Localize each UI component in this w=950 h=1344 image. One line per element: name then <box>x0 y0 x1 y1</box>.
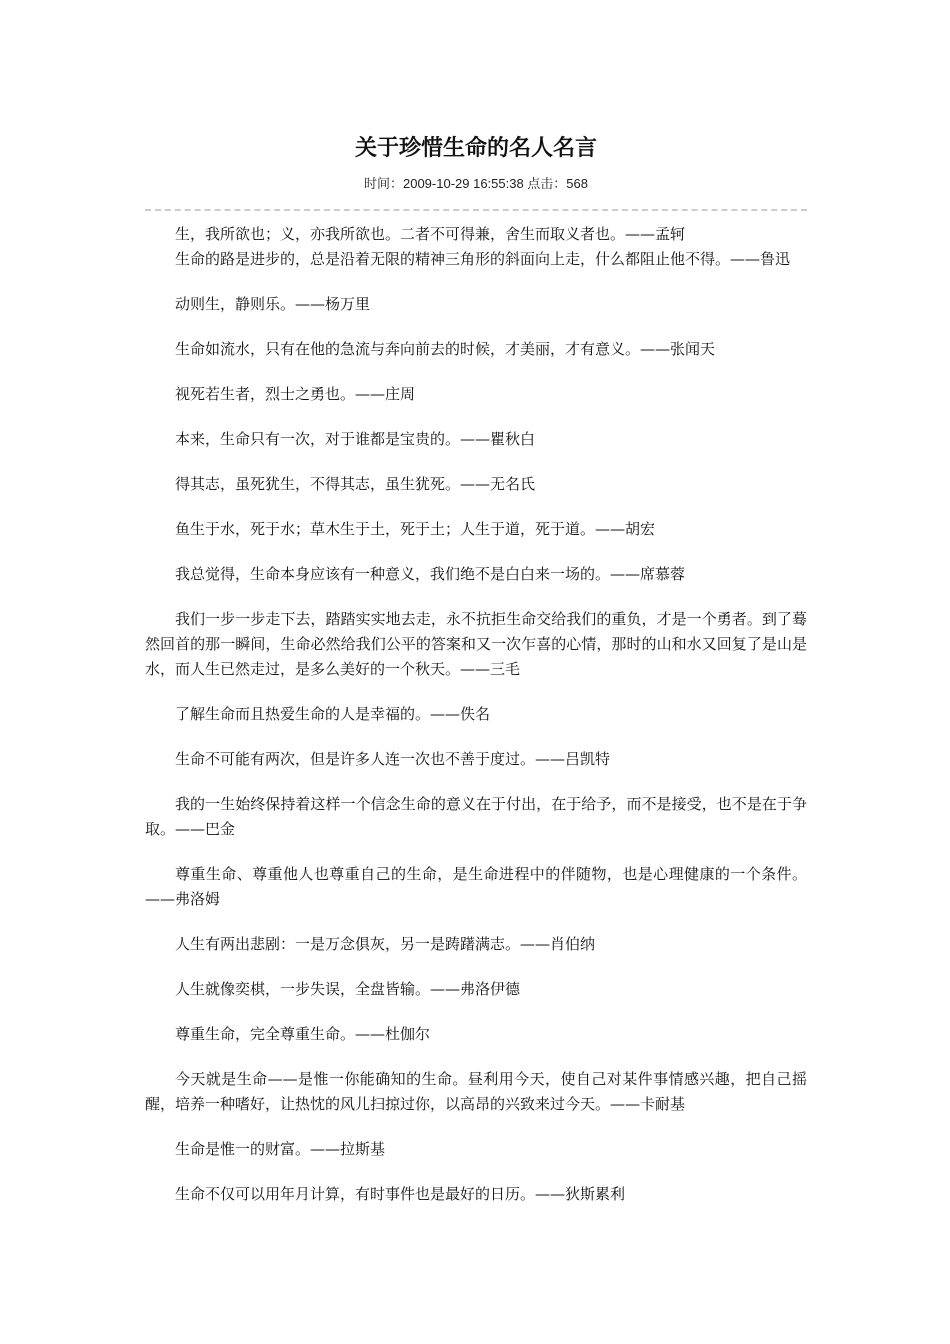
quote-paragraph: 人生就像奕棋，一步失误，全盘皆输。——弗洛伊德 <box>175 980 521 998</box>
quote-paragraph: 生命是惟一的财富。——拉斯基 <box>175 1140 386 1158</box>
article-title: 关于珍惜生命的名人名言 <box>354 136 597 161</box>
quote-paragraph: 得其志，虽死犹生，不得其志，虽生犹死。——无名氏 <box>175 475 536 493</box>
title-divider <box>145 209 807 211</box>
article-body <box>145 222 807 1207</box>
quote-paragraph: 生命不可能有两次，但是许多人连一次也不善于度过。——吕凯特 <box>175 750 611 768</box>
quote-paragraph: 本来，生命只有一次，对于谁都是宝贵的。——瞿秋白 <box>175 430 536 448</box>
quote-paragraph: 人生有两出悲剧：一是万念俱灰，另一是踌躇满志。——肖伯纳 <box>175 935 596 953</box>
quote-paragraph: 生命如流水，只有在他的急流与奔向前去的时候，才美丽，才有意义。——张闻天 <box>175 340 716 358</box>
quote-paragraph: 我总觉得，生命本身应该有一种意义，我们绝不是白白来一场的。——席慕蓉 <box>175 565 686 583</box>
quote-paragraph: 视死若生者，烈士之勇也。——庄周 <box>175 385 416 403</box>
quote-paragraph: 鱼生于水，死于水；草木生于土，死于土；人生于道，死于道。——胡宏 <box>175 520 656 538</box>
quote-paragraph: 我的一生始终保持着这样一个信念生命的意义在于付出，在于给予，而不是接受，也不是在于争取。——巴金 <box>145 795 807 838</box>
article-meta: 时间：2009-10-29 16:55:38 点击：568 <box>363 176 588 191</box>
quote-paragraph: 生，我所欲也；义，亦我所欲也。二者不可得兼，舍生而取义者也。——孟轲 <box>175 225 686 243</box>
quote-paragraph: 今天就是生命——是惟一你能确知的生命。昼利用今天，使自己对某件事情感兴趣，把自己摇醒，培养一种嗜好，让热忱的风儿扫掠过你，以高昂的兴致来过今天。——卡耐基 <box>145 1070 807 1113</box>
quote-paragraph: 动则生，静则乐。——杨万里 <box>175 295 371 313</box>
quote-paragraph: 了解生命而且热爱生命的人是幸福的。——佚名 <box>175 705 491 723</box>
quote-paragraph: 我们一步一步走下去，踏踏实实地去走，永不抗拒生命交给我们的重负，才是一个勇者。到了蓦然回首的那一瞬间，生命必然给我们公平的答案和又一次乍喜的心情，那时的山和水又回复了是山是水，而人生已然走过，是多么美好的一个秋天。——三毛 <box>145 610 807 678</box>
quote-paragraph: 尊重生命、尊重他人也尊重自己的生命，是生命进程中的伴随物，也是心理健康的一个条件。——弗洛姆 <box>145 865 807 908</box>
quote-paragraph: 尊重生命，完全尊重生命。——杜伽尔 <box>175 1025 431 1043</box>
quote-paragraph: 生命的路是进步的，总是沿着无限的精神三角形的斜面向上走，什么都阻止他不得。——鲁迅 <box>175 250 791 268</box>
quote-paragraph: 生命不仅可以用年月计算，有时事件也是最好的日历。——狄斯累利 <box>175 1185 626 1203</box>
